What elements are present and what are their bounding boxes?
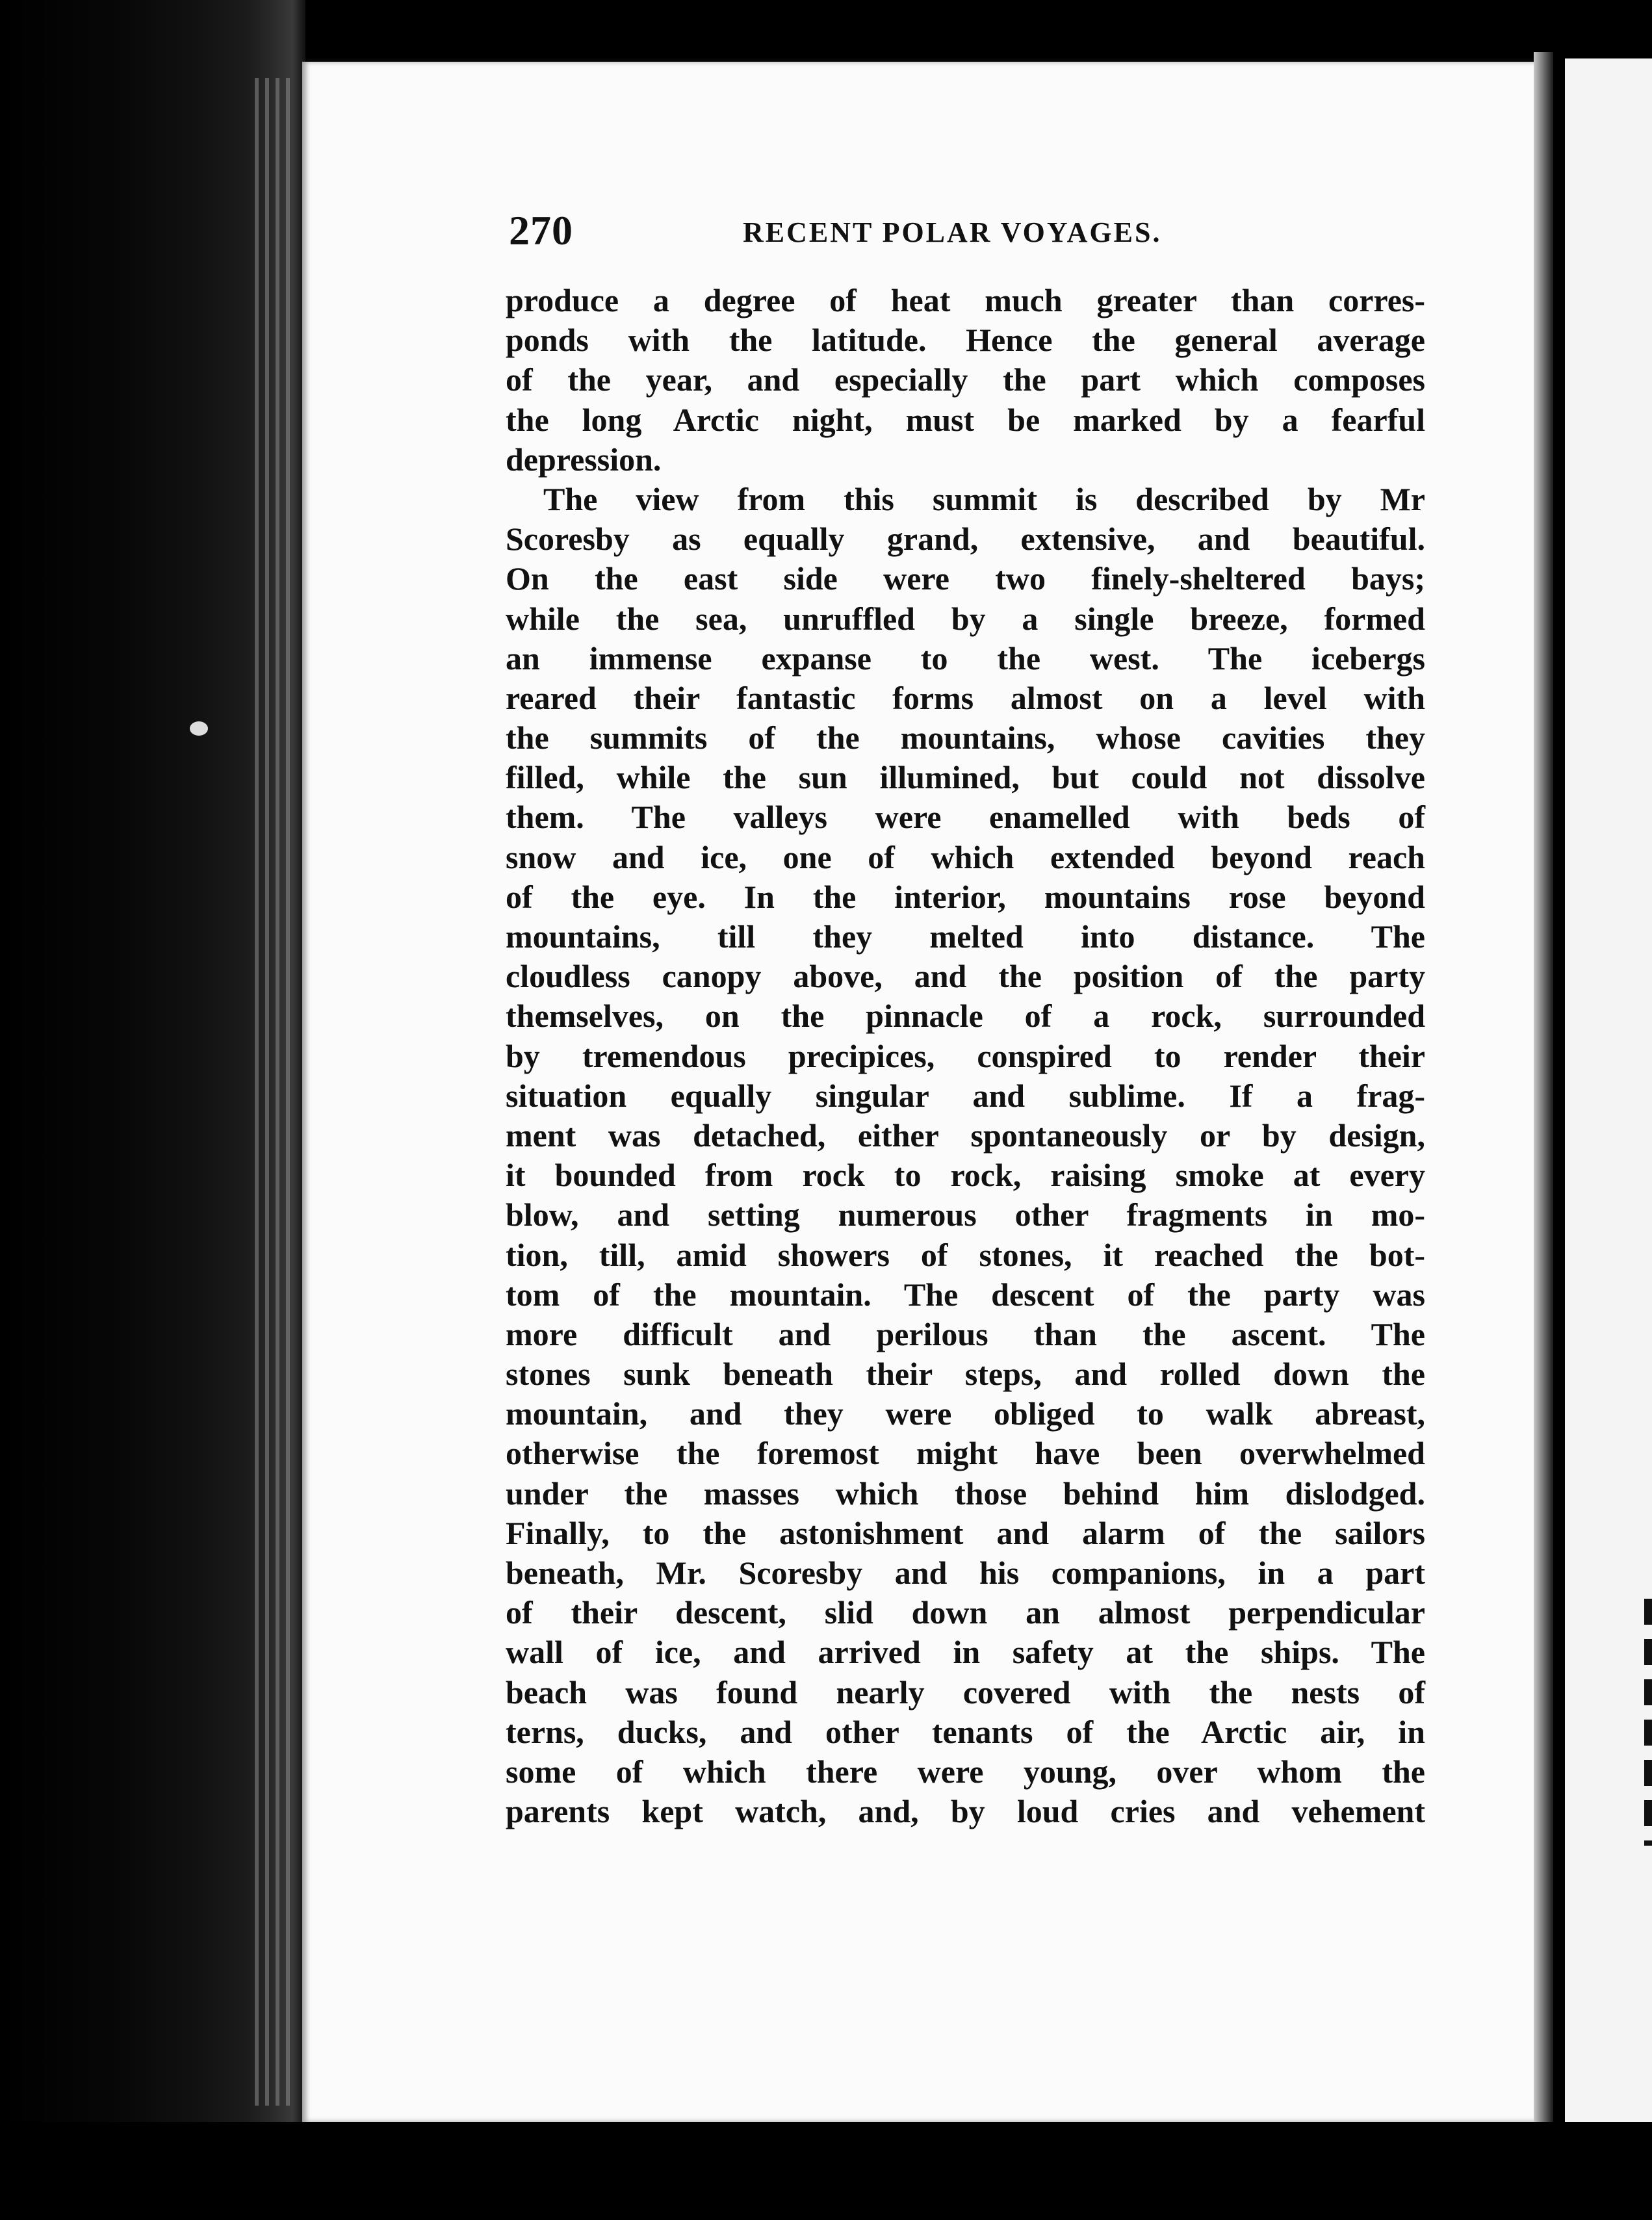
text-line: of the eye. In the interior, mountains rose beyond: [506, 878, 1425, 915]
text-line: tion, till, amid showers of stones, it reached the bot-: [506, 1236, 1425, 1273]
text-line: of their descent, slid down an almost perpendicular: [506, 1594, 1425, 1631]
text-line: blow, and setting numerous other fragments in mo-: [506, 1196, 1425, 1233]
text-line: produce a degree of heat much greater than corres-: [506, 282, 1425, 318]
text-line: it bounded from rock to rock, raising smoke at every: [506, 1157, 1425, 1194]
facing-page-edge: [1565, 58, 1652, 2138]
text-line: beach was found nearly covered with the nests of: [506, 1673, 1425, 1710]
page-edge-line: [255, 78, 259, 2106]
text-line: mountains, till they melted into distance. The: [506, 918, 1425, 955]
text-line: wall of ice, and arrived in safety at the ships. The: [506, 1634, 1425, 1671]
page-edge-line: [286, 78, 290, 2106]
book-gutter: [1553, 39, 1565, 2158]
text-line: of the year, and especially the part which composes: [506, 361, 1425, 398]
running-title: RECENT POLAR VOYAGES.: [743, 216, 1162, 248]
text-line: the long Arctic night, must be marked by a fearful: [506, 401, 1425, 438]
text-line: tom of the mountain. The descent of the party was: [506, 1276, 1425, 1313]
text-line: some of which there were young, over whom the: [506, 1753, 1425, 1790]
text-line: depression.: [506, 441, 662, 478]
text-line: under the masses which those behind him dislodged.: [506, 1475, 1425, 1512]
body-text: [506, 281, 1425, 1831]
text-line: ment was detached, either spontaneously or by design,: [506, 1116, 1425, 1154]
facing-page-text-fragment: [1644, 1599, 1652, 1846]
page-edge-line: [276, 78, 279, 2106]
scan-bottom-border: [0, 2122, 1652, 2220]
text-line: The view from this summit is described by Mr: [543, 480, 1425, 517]
text-line: On the east side were two finely-sheltered bays;: [506, 560, 1425, 597]
book-binding-edge: [0, 0, 305, 2220]
text-line: otherwise the foremost might have been overwhelmed: [506, 1435, 1425, 1472]
text-line: filled, while the sun illumined, but could not dissolve: [506, 759, 1425, 796]
dust-speck: [190, 721, 208, 736]
text-line: Finally, to the astonishment and alarm of the sailors: [506, 1514, 1425, 1551]
text-line: themselves, on the pinnacle of a rock, surrounded: [506, 998, 1425, 1035]
running-head: [509, 207, 1185, 259]
page-edge-line: [265, 78, 269, 2106]
text-line: an immense expanse to the west. The icebergs: [506, 639, 1425, 677]
text-line: Scoresby as equally grand, extensive, and beautiful.: [506, 521, 1425, 558]
page-number: 270: [509, 207, 573, 253]
page-gutter-shadow: [1534, 52, 1553, 2132]
text-line: more difficult and perilous than the ascent. The: [506, 1315, 1425, 1352]
text-line: parents kept watch, and, by loud cries and vehement: [506, 1793, 1425, 1830]
text-line: beneath, Mr. Scoresby and his companions, in a part: [506, 1555, 1425, 1591]
text-line: by tremendous precipices, conspired to render their: [506, 1037, 1425, 1074]
text-line: stones sunk beneath their steps, and rolled down the: [506, 1356, 1425, 1393]
text-line: cloudless canopy above, and the position of the party: [506, 958, 1425, 995]
text-line: mountain, and they were obliged to walk abreast,: [506, 1395, 1425, 1432]
text-line: while the sea, unruffled by a single breeze, formed: [506, 600, 1425, 637]
text-line: ponds with the latitude. Hence the general average: [506, 322, 1425, 359]
text-line: the summits of the mountains, whose cavities they: [506, 719, 1425, 756]
text-line: snow and ice, one of which extended beyond reach: [506, 838, 1425, 875]
text-line: reared their fantastic forms almost on a level with: [506, 679, 1425, 716]
text-line: situation equally singular and sublime. If a frag-: [506, 1077, 1425, 1114]
text-line: them. The valleys were enamelled with beds of: [506, 799, 1425, 836]
text-line: terns, ducks, and other tenants of the Arctic air, in: [506, 1713, 1425, 1750]
